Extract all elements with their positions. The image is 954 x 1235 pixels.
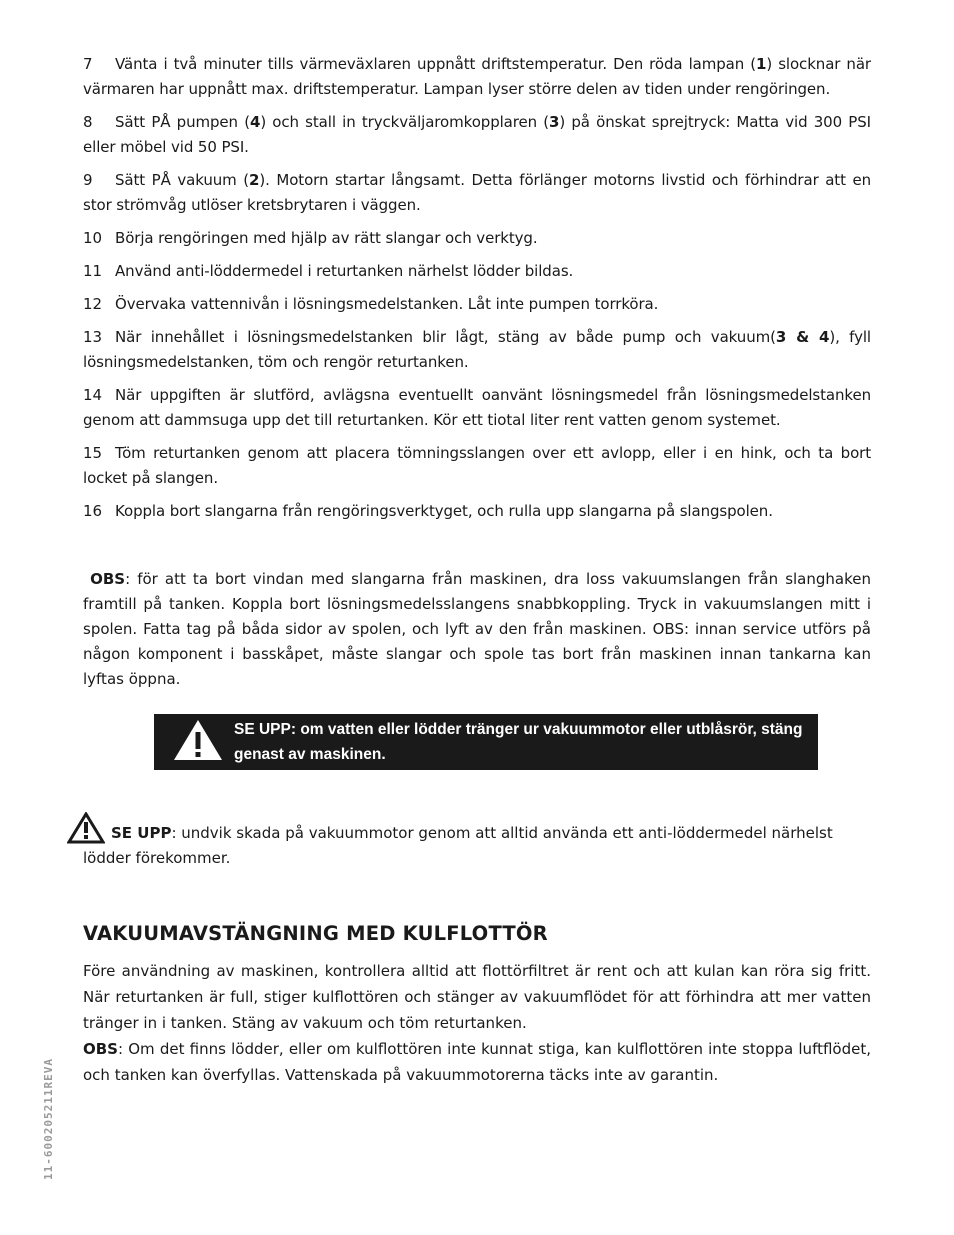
section-body <box>83 958 871 1088</box>
step-number: 11 <box>83 262 102 280</box>
step-number: 14 <box>83 386 102 404</box>
step-item <box>83 325 871 375</box>
step-number: 15 <box>83 444 102 462</box>
manual-page <box>83 52 871 1084</box>
step-item <box>83 168 871 218</box>
step-number: 16 <box>83 502 102 520</box>
step-number: 9 <box>83 171 93 189</box>
caution-inline-line2: lödder förekommer. <box>83 849 231 867</box>
document-code: 11-600205211REVA <box>42 1058 55 1180</box>
caution-box-label: SE UPP <box>234 721 291 738</box>
step-text: När uppgiften är slutförd, avlägsna eventuellt oanvänt lösningsmedel från lösningsmedelstanken genom att dammsuga upp det till returtanken. Kör ett tiotal liter rent vatten genom systemet. <box>83 386 871 429</box>
step-text: ). Motorn startar långsamt. Detta förlänger motorns livstid och förhindrar att en stor strömvåg utlöser kretsbrytaren i väggen. <box>83 171 871 214</box>
step-ref-number: 2 <box>249 171 260 189</box>
step-text: Sätt PÅ pumpen ( <box>115 113 250 131</box>
instruction-steps <box>83 52 871 524</box>
step-text: ) och stall in tryckväljaromkopplaren ( <box>260 113 550 131</box>
step-text: ), fyll lösningsmedelstanken, töm och rengör returtanken. <box>83 328 871 371</box>
section-obs-text: : Om det finns lödder, eller om kulflottören inte kunnat stiga, kan kulflottören inte stoppa luftflödet, och tanken kan överfyllas. Vattenskada på vakuummotorerna täcks inte av garantin. <box>83 1040 871 1084</box>
step-number: 10 <box>83 229 102 247</box>
caution-box <box>154 714 818 770</box>
step-item <box>83 52 871 102</box>
section-obs-label: OBS <box>83 1040 118 1058</box>
step-text: Koppla bort slangarna från rengöringsverktyget, och rulla upp slangarna på slangspolen. <box>115 502 773 520</box>
step-number: 12 <box>83 295 102 313</box>
caution-inline <box>67 812 871 871</box>
step-text: Använd anti-löddermedel i returtanken närhelst lödder bildas. <box>115 262 574 280</box>
step-ref-number: 3 <box>549 113 560 131</box>
caution-inline-line1: : undvik skada på vakuummotor genom att alltid använda ett anti-löddermedel närhelst <box>171 824 833 842</box>
caution-box-text <box>234 717 808 767</box>
caution-box-body: : om vatten eller lödder tränger ur vakuummotor eller utblåsrör, stäng genast av maskinen. <box>234 721 803 763</box>
warning-triangle-icon <box>67 812 105 844</box>
step-item <box>83 259 871 284</box>
step-text: Vänta i två minuter tills värmeväxlaren uppnått driftstemperatur. Den röda lampan ( <box>115 55 757 73</box>
step-number: 8 <box>83 113 93 131</box>
step-text: ) på önskat sprejtryck: Matta vid 300 PSI eller möbel vid 50 PSI. <box>83 113 871 156</box>
step-item <box>83 110 871 160</box>
step-text: Sätt PÅ vakuum ( <box>115 171 250 189</box>
step-text: När innehållet i lösningsmedelstanken blir lågt, stäng av både pump och vakuum( <box>115 328 776 346</box>
obs-text: : för att ta bort vindan med slangarna från maskinen, dra loss vakuumslangen från slanghaken framtill på tanken. Koppla bort lösningsmedelsslangens snabbkoppling. Tryck in vakuumslangen mitt i spolen. Fatta tag på båda sidor av spolen, och lyft av den från maskinen. OBS: innan service utförs på någon komponent i basskåpet, måste slangar och spole tas bort från maskinen innan tankarna kan lyftas öppna. <box>83 570 871 688</box>
step-text: Töm returtanken genom att placera tömningsslangen over ett avlopp, eller i en hink, och ta bort locket på slangen. <box>83 444 871 487</box>
step-text: Övervaka vattennivån i lösningsmedelstanken. Låt inte pumpen torrköra. <box>115 295 659 313</box>
section-paragraph-1: Före användning av maskinen, kontrollera alltid att flottörfiltret är rent och att kulan kan röra sig fritt. När returtanken är full, stiger kulflottören och stänger av vakuumflödet för att förhindra att mer vatten tränger in i tanken. Stäng av vakuum och töm returtanken. <box>83 962 871 1032</box>
section-paragraph-2 <box>83 1036 871 1088</box>
step-item <box>83 292 871 317</box>
caution-inline-label: SE UPP <box>111 824 172 842</box>
step-item <box>83 499 871 524</box>
section-heading: VAKUUMAVSTÄNGNING MED KULFLOTTÖR <box>83 922 548 945</box>
step-text: ) slocknar när värmaren har uppnått max. driftstemperatur. Lampan lyser större delen av tiden under rengöringen. <box>83 55 871 98</box>
step-item <box>83 226 871 251</box>
step-text: Börja rengöringen med hjälp av rätt slangar och verktyg. <box>115 229 538 247</box>
step-item <box>83 441 871 491</box>
step-ref-number: 1 <box>756 55 767 73</box>
step-item <box>83 383 871 433</box>
step-number: 7 <box>83 55 93 73</box>
warning-triangle-icon <box>172 718 224 762</box>
obs-label: OBS <box>90 570 126 588</box>
step-ref-number: 4 <box>249 113 261 131</box>
step-ref-number: 3 & 4 <box>775 328 830 346</box>
step-number: 13 <box>83 328 102 346</box>
obs-note <box>83 567 871 692</box>
